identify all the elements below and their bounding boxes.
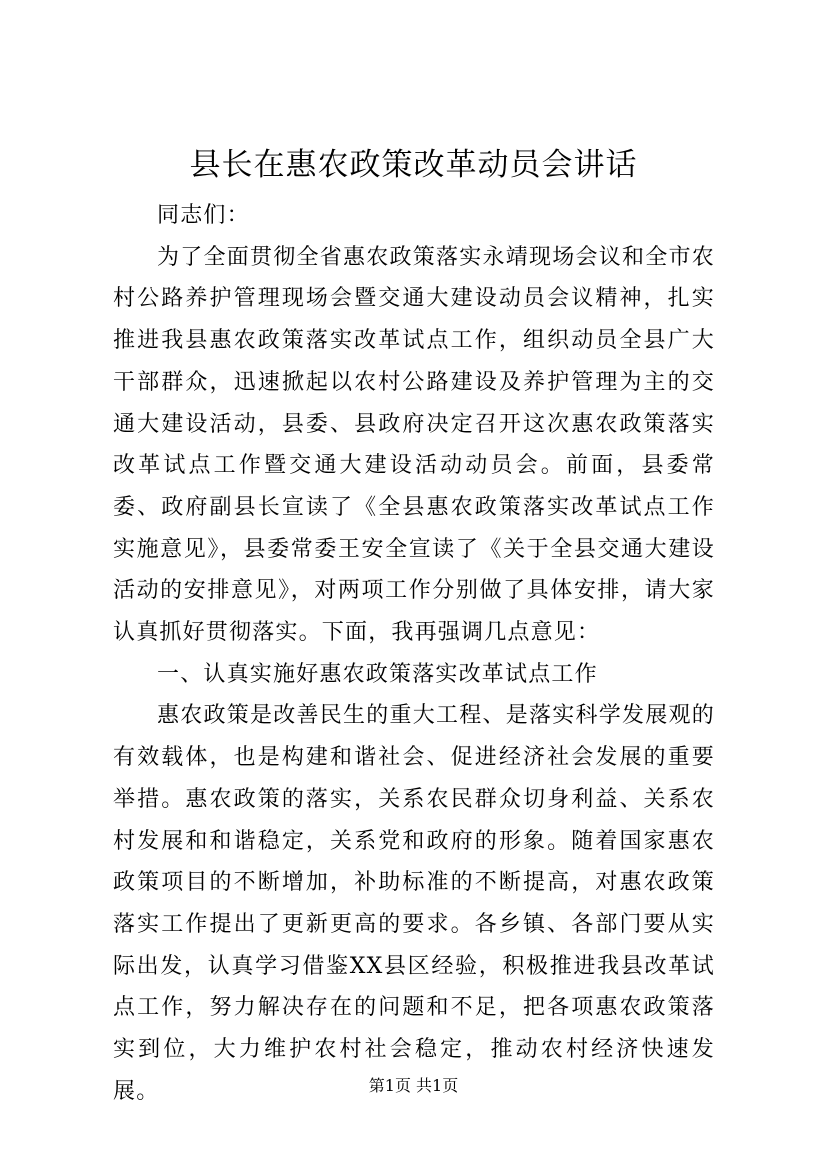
paragraph-section-1: 惠农政策是改善民生的重大工程、是落实科学发展观的有效载体，也是构建和谐社会、促进经济社会发展的重要举措。惠农政策的落实，关系农民群众切身利益、关系农村发展和和谐稳定，关系党和政府的形象。随着国家惠农政策项目的不断增加，补助标准的不断提高，对惠农政策落实工作提出了更新更高的要求。各乡镇、各部门要从实际出发，认真学习借鉴XX县区经验，积极推进我县改革试点工作，努力解决存在的问题和不足，把各项惠农政策落实到位，大力维护农村社会稳定，推动农村经济快速发展。 bbox=[113, 703, 715, 1104]
page-footer: 第1页 共1页 bbox=[368, 1076, 459, 1095]
section-heading-1: 一、认真实施好惠农政策落实改革试点工作 bbox=[157, 661, 598, 687]
document-title: 县长在惠农政策改革动员会讲话 bbox=[189, 147, 638, 183]
salutation: 同志们： bbox=[157, 203, 250, 228]
document-body bbox=[113, 195, 715, 1112]
paragraph-intro: 为了全面贯彻全省惠农政策落实永靖现场会议和全市农村公路养护管理现场会暨交通大建设动员会议精神，扎实推进我县惠农政策落实改革试点工作，组织动员全县广大干部群众，迅速掀起以农村公路建设及养护管理为主的交通大建设活动，县委、县政府决定召开这次惠农政策落实改革试点工作暨交通大建设活动动员会。前面，县委常委、政府副县长宣读了《全县惠农政策落实改革试点工作实施意见》，县委常委王安全宣读了《关于全县交通大建设活动的安排意见》，对两项工作分别做了具体安排，请大家认真抓好贯彻落实。下面，我再强调几点意见： bbox=[113, 244, 715, 646]
